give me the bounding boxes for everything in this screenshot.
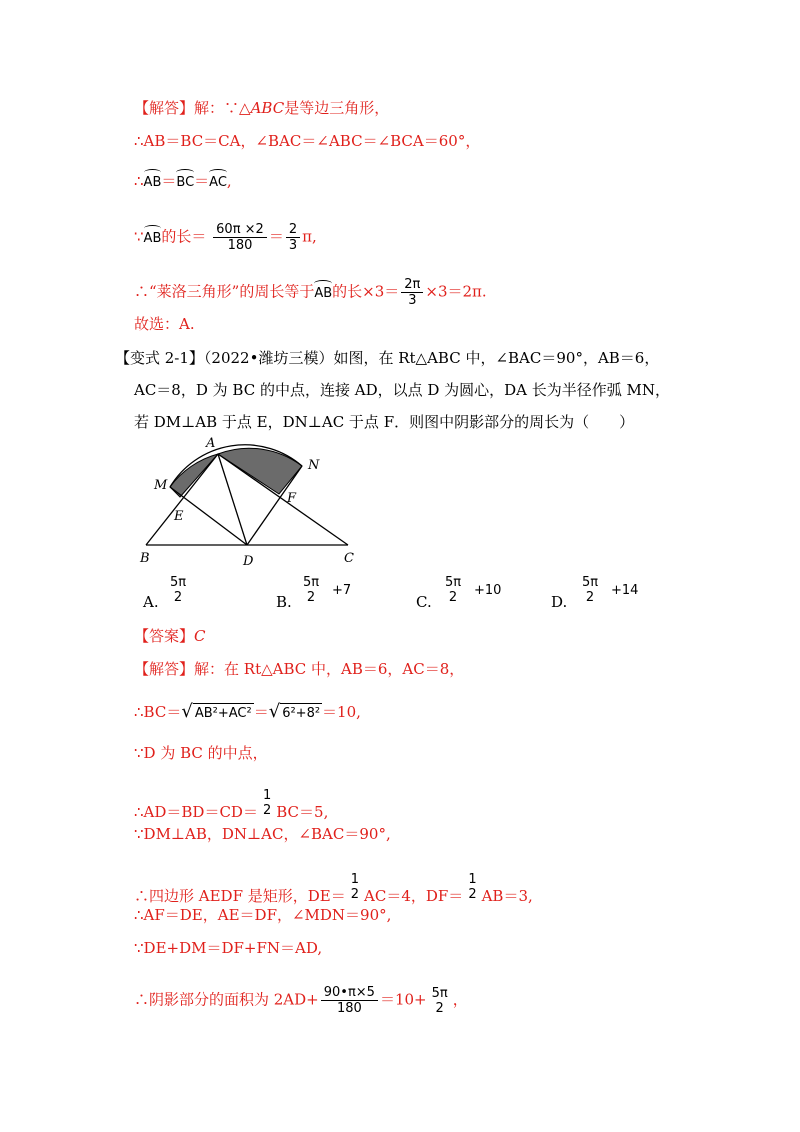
fraction-two-thirds: $\frac{2}{3}$ bbox=[286, 222, 300, 253]
triangle-name: ABC bbox=[250, 99, 285, 117]
label-e: E bbox=[174, 509, 184, 524]
solution-line-3 bbox=[134, 169, 232, 193]
label-a: A bbox=[206, 436, 216, 451]
problem-line-2: AC＝8，D 为 BC 的中点，连接 AD，以点 D 为圆心，DA 长为半径作弧 MN， bbox=[134, 381, 671, 399]
sqrt-icon: √ bbox=[268, 701, 281, 722]
because-symbol: ∵ bbox=[134, 227, 144, 246]
label-c: C bbox=[344, 551, 354, 566]
solution2-line-1: 【解答】解：在 Rt△ABC 中，AB＝6，AC＝8， bbox=[134, 660, 465, 678]
solution-line-5: ∴“莱洛三角形”的周长等于AB的长×3＝ $\frac{2\pi}{3}$ ×3＝2π. bbox=[134, 277, 487, 308]
sqrt-icon: √ bbox=[181, 701, 193, 722]
solution-tag: 【解答】 bbox=[134, 99, 195, 117]
arc-ac: AC bbox=[209, 169, 227, 193]
option-b-fraction: 5π 2 bbox=[303, 575, 320, 605]
solution-text: 解：∵△ bbox=[194, 99, 251, 117]
solution2-line-5: ∵DM⊥AB，DN⊥AC，∠BAC＝90°, bbox=[134, 825, 391, 843]
arc-ab: AB bbox=[144, 169, 162, 193]
solution2-line-8: ∵DE+DM＝DF+FN＝AD, bbox=[134, 939, 323, 957]
answer-line: 【答案】C bbox=[134, 627, 206, 645]
label-f: F bbox=[287, 491, 297, 506]
arc-ab: AB bbox=[144, 225, 162, 249]
equals: ＝ bbox=[194, 172, 210, 190]
geometry-figure bbox=[130, 430, 370, 570]
therefore-symbol: ∴ bbox=[134, 172, 144, 190]
option-d-fraction: 5π 2 bbox=[582, 575, 599, 605]
solution2-line-2: ∴BC＝√ AB²+AC² ＝√ 6²+8² ＝10, bbox=[134, 701, 361, 722]
equals: ＝ bbox=[161, 172, 177, 190]
label-b: B bbox=[140, 551, 150, 566]
label-m: M bbox=[154, 478, 168, 493]
comma: , bbox=[226, 172, 232, 190]
option-a-fraction: 5π 2 bbox=[170, 575, 187, 605]
solution-text-rest: 是等边三角形， bbox=[284, 99, 390, 117]
solution2-line-6: ∴四边形 AEDF 是矩形，DE＝ 1 2 AC＝4，DF＝ 1 2 AB＝3, bbox=[134, 872, 533, 905]
solution2-line-7: ∴AF＝DE，AE＝DF，∠MDN＝90°, bbox=[134, 906, 392, 924]
solution2-line-3: ∵D 为 BC 的中点， bbox=[134, 744, 268, 762]
solution2-line-9: ∴阴影部分的面积为 2AD+ $\frac{90•\pi\times 5}{180}$ ＝10+ 5π 2 ， bbox=[134, 985, 468, 1016]
fraction-two-pi-thirds: $\frac{2\pi}{3}$ bbox=[401, 277, 423, 308]
length-text: 的长＝ bbox=[161, 227, 207, 246]
solution-line-1 bbox=[134, 98, 389, 118]
problem-line-3: 若 DM⊥AB 于点 E，DN⊥AC 于点 F．则图中阴影部分的周长为（ ） bbox=[134, 413, 635, 431]
arc-ab: AB bbox=[314, 280, 332, 304]
answer-value: C bbox=[194, 627, 206, 645]
solution-line-4: ∵AB的长＝ $\frac{60\pi \times 2}{180}$ ＝ $\frac{2}{3}$ π, bbox=[134, 222, 317, 253]
arc-bc: BC bbox=[176, 169, 194, 193]
problem-line-1: 【变式 2-1】（2022•潍坊三模）如图，在 Rt△ABC 中，∠BAC＝90°，AB＝6， bbox=[115, 349, 660, 367]
line-ab bbox=[146, 454, 218, 545]
solution-line-2: ∴AB＝BC＝CA，∠BAC＝∠ABC＝∠BCA＝60°， bbox=[134, 132, 481, 150]
solution-line-6: 故选：A. bbox=[134, 315, 195, 333]
option-c-fraction: 5π 2 bbox=[445, 575, 462, 605]
solution2-line-4: ∴AD＝BD＝CD＝ 1 2 BC＝5, bbox=[134, 788, 329, 821]
shaded-region-right bbox=[218, 448, 302, 494]
fraction-arc-length: $\frac{60\pi \times 2}{180}$ bbox=[213, 222, 267, 253]
label-d: D bbox=[243, 554, 254, 569]
label-n: N bbox=[308, 458, 320, 473]
